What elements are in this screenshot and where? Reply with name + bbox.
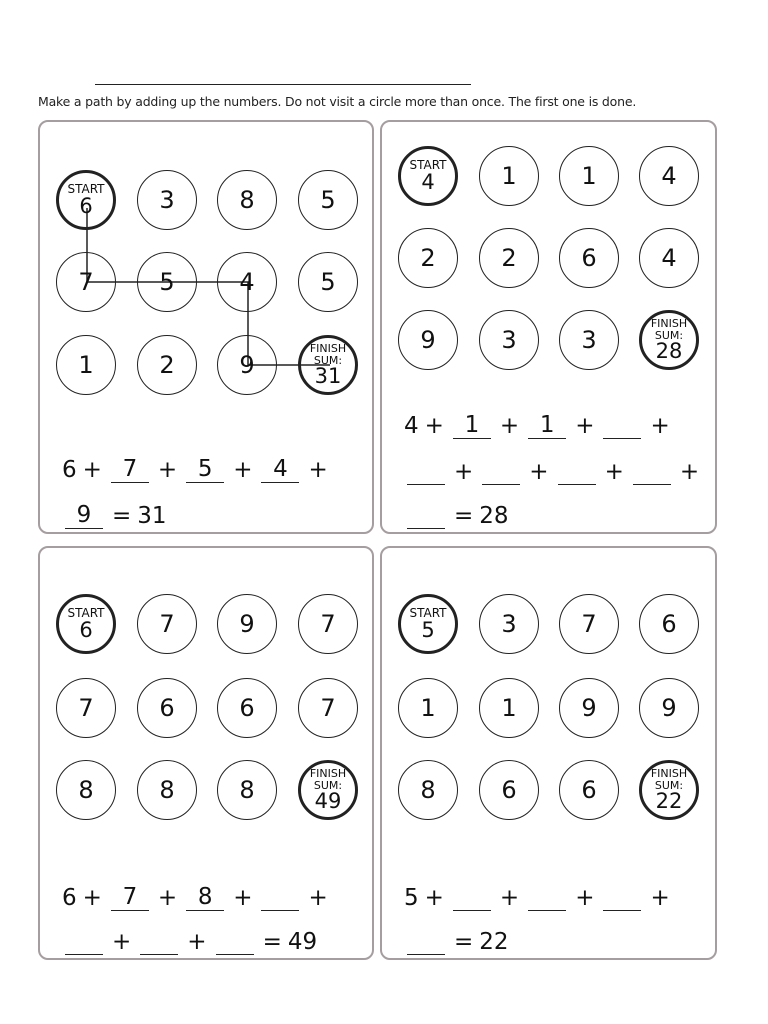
equation-result: 28 [479,503,509,529]
answer-blank[interactable] [558,458,596,485]
answer-blank[interactable] [407,502,445,529]
grid-circle: 4 [639,228,699,288]
sum-label: SUM: [654,328,684,342]
grid-circle: 7 [137,594,197,654]
grid-circle: 9 [639,678,699,738]
finish-circle [298,760,358,820]
answer-blank[interactable] [65,928,103,955]
start-value: 6 [79,617,93,642]
grid-circle: 7 [559,594,619,654]
finish-value: 31 [314,364,342,389]
start-circle [398,146,458,206]
start-value: 5 [421,617,435,642]
answer-blank[interactable] [216,928,254,955]
grid-circle: 5 [137,252,197,312]
answer-blank[interactable] [603,884,641,911]
grid-circle: 2 [137,335,197,395]
finish-label: FINISH [650,316,688,330]
answer-blank[interactable] [140,928,178,955]
finish-value: 49 [314,789,342,814]
start-number: 4 [404,413,419,439]
equation-line-1: 6 + 7 + 5 + 4 + [62,456,328,483]
start-label: START [67,182,105,197]
answer-blank[interactable]: 1 [453,412,491,439]
grid-circle: 7 [56,252,116,312]
equation-line-2: = 22 [404,928,509,955]
answer-blank[interactable]: 9 [65,502,103,529]
finish-label: FINISH [309,341,347,355]
instructions: Make a path by adding up the numbers. Do not visit a circle more than once. The first one is done. [38,94,637,109]
grid-circle: 9 [217,335,277,395]
finish-label: FINISH [650,766,688,780]
name-line [95,84,471,85]
equation-result: 49 [287,929,318,955]
answer-blank[interactable] [528,884,566,911]
grid-circle: 1 [559,146,619,206]
puzzle-panel-4 [380,546,717,960]
grid-circle: 8 [217,760,277,820]
grid-circle: 8 [217,170,277,230]
puzzle-panel-2 [380,120,717,534]
finish-circle [639,760,699,820]
equation-line-1: 5 + + + + [404,885,670,911]
grid-circle: 4 [639,146,699,206]
grid-circle: 6 [479,760,539,820]
grid-circle: 2 [398,228,458,288]
start-number: 5 [404,885,419,911]
answer-blank[interactable] [482,458,520,485]
grid-circle: 8 [56,760,116,820]
grid-circle: 3 [137,170,197,230]
finish-circle [298,335,358,395]
grid-circle: 6 [639,594,699,654]
sum-label: SUM: [313,778,343,792]
answer-blank[interactable]: 1 [528,412,566,439]
answer-blank[interactable] [407,458,445,485]
grid-circle: 8 [137,760,197,820]
grid-circle: 3 [479,310,539,370]
answer-blank[interactable] [453,884,491,911]
solution-path [87,208,330,365]
equation-result: 22 [479,929,509,955]
equation-line-1: 4 + 1 + 1 + + [404,412,670,439]
start-number: 6 [62,457,77,483]
finish-value: 22 [655,789,683,814]
equation-line-2: + + + + [404,458,705,485]
grid-circle: 6 [137,678,197,738]
grid-circle: 5 [298,170,358,230]
grid-circle: 6 [559,760,619,820]
puzzle-panel-3 [38,546,374,960]
answer-blank[interactable] [261,884,299,911]
equation-line-2: + + = 49 [62,928,317,955]
grid-circle: 7 [56,678,116,738]
grid-circle: 1 [479,678,539,738]
start-label: START [67,606,105,621]
grid-circle: 8 [398,760,458,820]
start-value: 6 [79,193,93,218]
sum-label: SUM: [313,353,343,367]
grid-circle: 5 [298,252,358,312]
answer-blank[interactable]: 7 [111,456,149,483]
grid-circle: 1 [56,335,116,395]
finish-label: FINISH [309,766,347,780]
finish-circle [639,310,699,370]
grid-circle: 9 [398,310,458,370]
answer-blank[interactable]: 7 [111,884,149,911]
answer-blank[interactable] [633,458,671,485]
sum-label: SUM: [654,778,684,792]
answer-blank[interactable] [407,928,445,955]
grid-circle: 7 [298,678,358,738]
grid-circle: 1 [479,146,539,206]
finish-value: 28 [655,339,683,364]
equation-line-1: 6 + 7 + 8 + + [62,884,328,911]
grid-circle: 9 [217,594,277,654]
grid-circle: 1 [398,678,458,738]
grid-circle: 2 [479,228,539,288]
grid-circle: 3 [479,594,539,654]
grid-circle: 6 [559,228,619,288]
answer-blank[interactable]: 4 [261,456,299,483]
equation-line-3: = 28 [404,502,509,529]
start-value: 4 [421,169,435,194]
grid-circle: 4 [217,252,277,312]
start-circle [56,170,116,230]
start-circle [56,594,116,654]
start-number: 6 [62,885,77,911]
equation-line-2: 9 = 31 [62,502,167,529]
grid-circle: 7 [298,594,358,654]
puzzle-panel-1 [38,120,374,534]
start-circle [398,594,458,654]
grid-circle: 9 [559,678,619,738]
answer-blank[interactable]: 5 [186,456,224,483]
answer-blank[interactable]: 8 [186,884,224,911]
start-label: START [409,158,447,173]
grid-circle: 3 [559,310,619,370]
start-label: START [409,606,447,621]
equation-result: 31 [137,503,167,529]
grid-circle: 6 [217,678,277,738]
answer-blank[interactable] [603,412,641,439]
